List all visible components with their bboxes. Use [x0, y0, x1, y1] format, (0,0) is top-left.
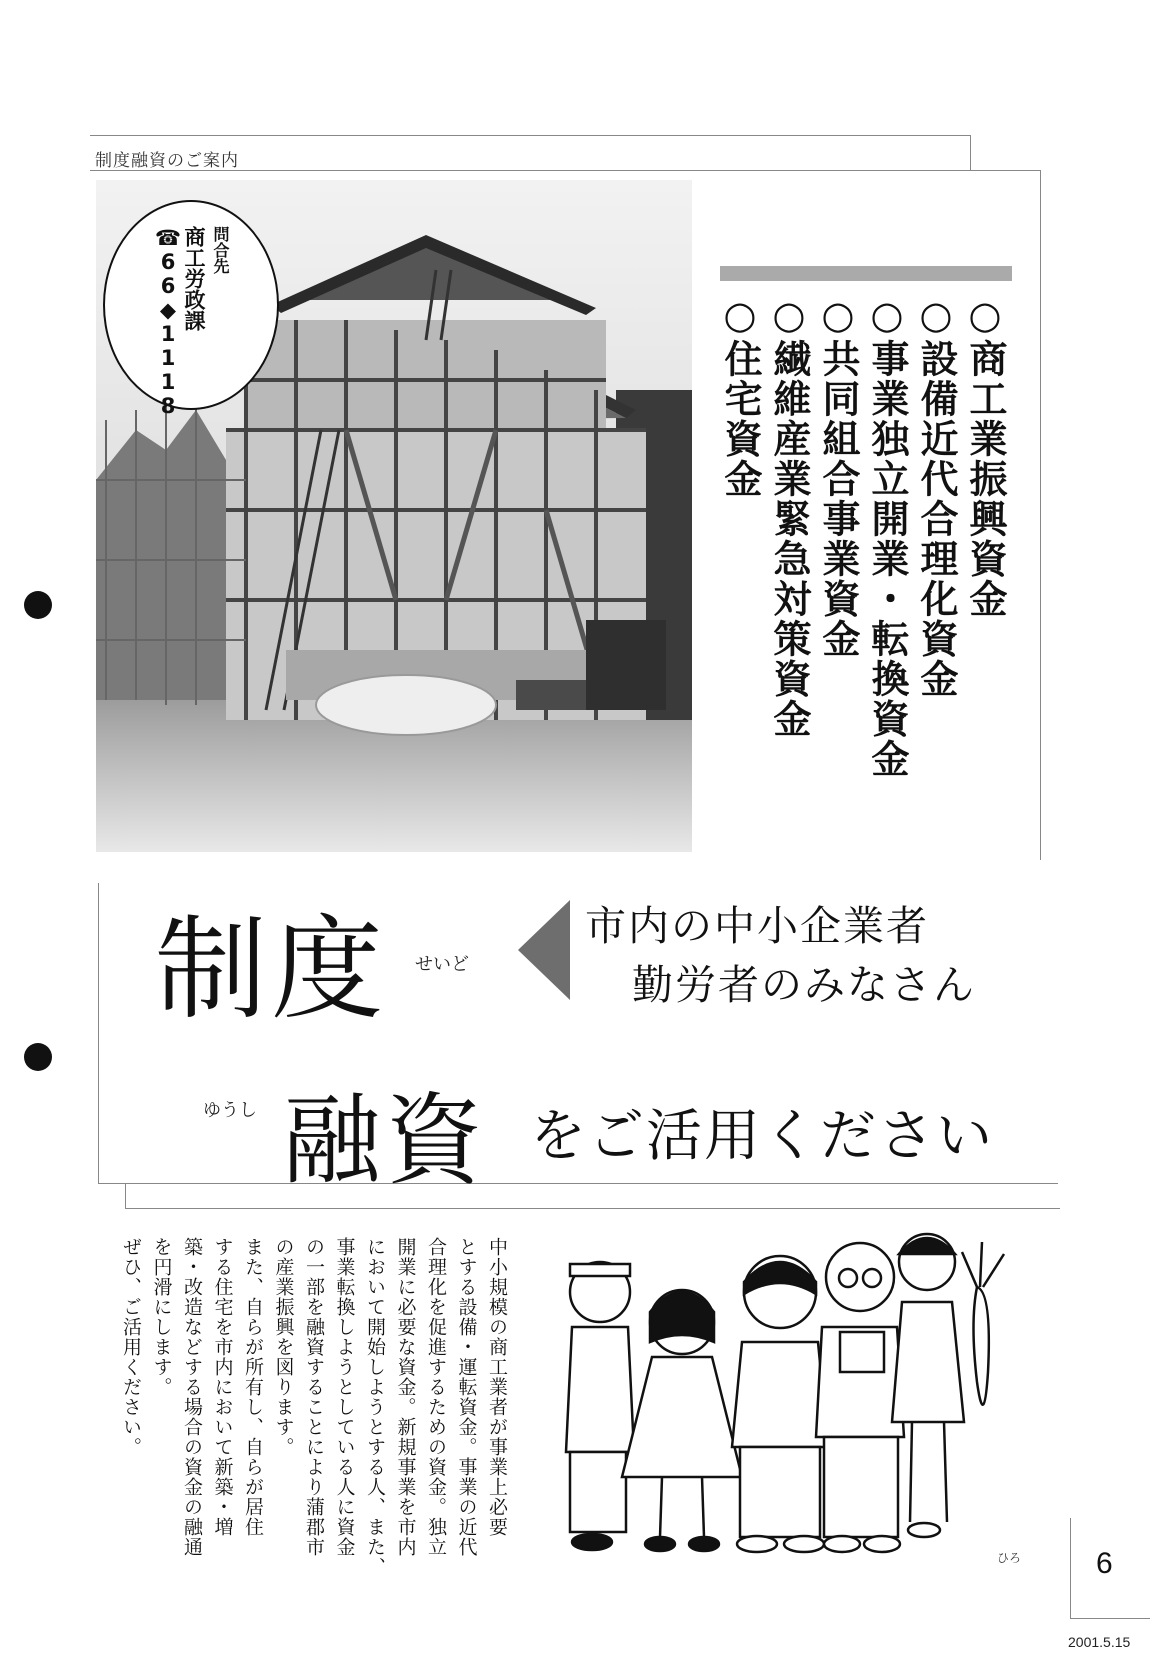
header-rule-top: [90, 135, 970, 136]
body-line: ぜひ、ご活用ください。: [120, 1237, 142, 1457]
townspeople-illustration: [552, 1232, 1022, 1572]
program-item-1: ○商工業振興資金: [963, 293, 1007, 619]
headline-yushi-reading: ゆうし: [203, 1100, 257, 1121]
body-line: を円滑にします。: [150, 1237, 173, 1397]
body-line: 事業転換しようとしている人に資金: [333, 1237, 356, 1557]
headline-seido-reading: せいど: [415, 954, 469, 975]
body-line: また、自らが所有し、自らが居住: [242, 1237, 264, 1537]
body-line: において開始しようとする人、また、: [364, 1237, 386, 1577]
contact-department: 商工労政課: [182, 226, 206, 331]
contact-phone: ☎66◆1118: [156, 226, 180, 418]
headline-sub-line2: 勤労者のみなさん: [632, 961, 976, 1009]
body-text: [116, 1237, 513, 1647]
program-item-5: ○繊維産業緊急対策資金: [767, 293, 811, 739]
body-line: 開業に必要な資金。新規事業を市内: [394, 1237, 417, 1557]
header-rule-right-inner: [970, 135, 971, 170]
headline-tail: をご活用ください: [530, 1104, 994, 1169]
section-label: 制度融資のご案内: [95, 151, 239, 171]
headline-arrow-shape: [518, 900, 570, 1000]
body-line: 合理化を促進するための資金。独立: [425, 1237, 447, 1557]
illustrator-signature: ひろ: [997, 1551, 1022, 1565]
header-rule-right: [1040, 170, 1041, 860]
program-item-6: ○住宅資金: [718, 293, 762, 499]
headline-yushi: 融資: [283, 1084, 488, 1198]
contact-heading: 問合先: [211, 226, 230, 274]
panel-rule-bottom-outer: [125, 1208, 1060, 1209]
program-item-3: ○事業独立開業・転換資金: [865, 293, 909, 779]
body-line: 中小規模の商工業者が事業上必要: [486, 1237, 508, 1537]
footer-rule: [1070, 1518, 1071, 1618]
binder-hole-top: [24, 591, 52, 619]
body-line: の一部を融資することにより蒲郡市: [303, 1237, 325, 1557]
contact-text: [155, 226, 233, 418]
program-item-4: ○共同組合事業資金: [816, 293, 860, 659]
footer-rule-bottom: [1070, 1618, 1150, 1619]
headline-seido: 制度: [155, 905, 387, 1035]
page-number: 6: [1096, 1547, 1113, 1580]
publication-date: 2001.5.15: [1068, 1634, 1131, 1650]
contact-bubble: [103, 200, 279, 418]
body-line: の産業振興を図ります。: [272, 1237, 295, 1457]
body-line: 築・改造などする場合の資金の融通: [181, 1237, 203, 1557]
binder-hole-bottom: [24, 1043, 52, 1071]
programs-header-bar: [720, 266, 1012, 281]
program-item-2: ○設備近代合理化資金: [914, 293, 958, 699]
body-line: とする設備・運転資金。事業の近代: [455, 1237, 478, 1557]
panel-rule-left-inner: [125, 1183, 126, 1208]
body-line: する住宅を市内において新築・増: [211, 1237, 234, 1537]
townspeople-drawing: [552, 1232, 1022, 1572]
headline-sub-line1: 市内の中小企業者: [585, 902, 929, 950]
panel-rule-left: [98, 883, 99, 1183]
panel-rule-bottom: [98, 1183, 1058, 1184]
